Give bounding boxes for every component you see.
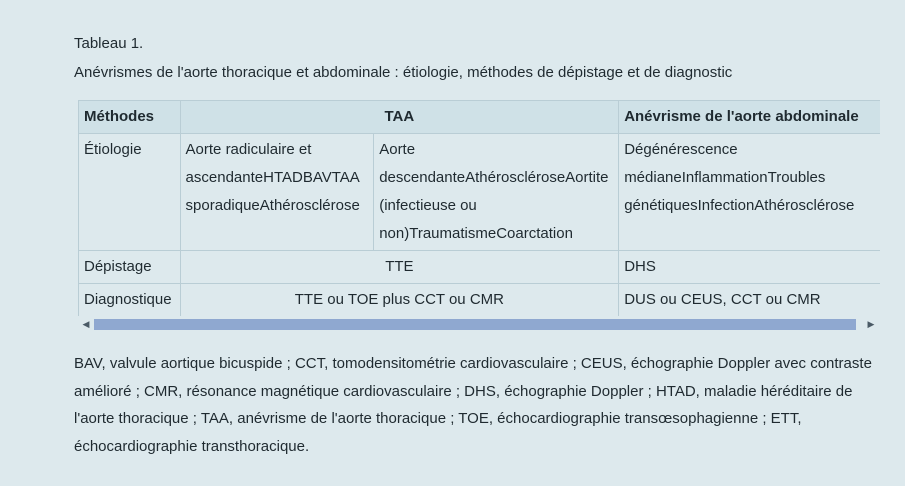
header-taa: TAA <box>180 101 619 134</box>
arrow-left-icon[interactable]: ◀ <box>82 319 90 329</box>
cell-taa-diagnostic: TTE ou TOE plus CCT ou CMR <box>180 284 619 317</box>
row-label-etiology: Étiologie <box>79 134 181 251</box>
header-methods: Méthodes <box>79 101 181 134</box>
row-label-screening: Dépistage <box>79 251 181 284</box>
horizontal-scrollbar[interactable] <box>78 316 880 332</box>
scrollbar-thumb[interactable] <box>94 319 856 330</box>
table-caption-label: Tableau 1. <box>74 35 144 52</box>
cell-taa-screening: TTE <box>180 251 619 284</box>
table-footnote: BAV, valvule aortique bicuspide ; CCT, tomodensitométrie cardiovasculaire ; CEUS, échographie Doppler avec contraste amélioré ; CMR, résonance magnétique cardiovasculaire ; DHS, échographie Doppler ; HTAD, maladie héréditaire de l'aorte thoracique ; TAA, anévrisme de l'aorte thoracique ; TOE, échocardiographie transœsophagienne ; ETT, échocardiographie transthoracique. <box>74 355 872 455</box>
table-row-diagnostic <box>79 284 881 317</box>
aneurysm-table <box>78 100 880 316</box>
table-row-etiology <box>79 134 881 251</box>
header-abdominal: Anévrisme de l'aorte abdominale <box>619 101 880 134</box>
cell-abdominal-etiology: Dégénérescence médianeInflammationTroubles génétiquesInfectionAthérosclérose <box>619 134 880 251</box>
row-label-diagnostic: Diagnostique <box>79 284 181 317</box>
table-row-screening <box>79 251 881 284</box>
cell-taa-root: Aorte radiculaire et ascendanteHTADBAVTAA sporadiqueAthérosclérose <box>180 134 374 251</box>
table-container <box>78 100 880 316</box>
cell-taa-descending: Aorte descendanteAthéroscléroseAortite (infectieuse ou non)TraumatismeCoarctation <box>374 134 619 251</box>
cell-abdominal-screening: DHS <box>619 251 880 284</box>
table-header-row <box>79 101 881 134</box>
arrow-right-icon[interactable]: ▶ <box>867 319 875 329</box>
cell-abdominal-diagnostic: DUS ou CEUS, CCT ou CMR <box>619 284 880 317</box>
table-caption-title: Anévrismes de l'aorte thoracique et abdominale : étiologie, méthodes de dépistage et de diagnostic <box>74 64 733 81</box>
